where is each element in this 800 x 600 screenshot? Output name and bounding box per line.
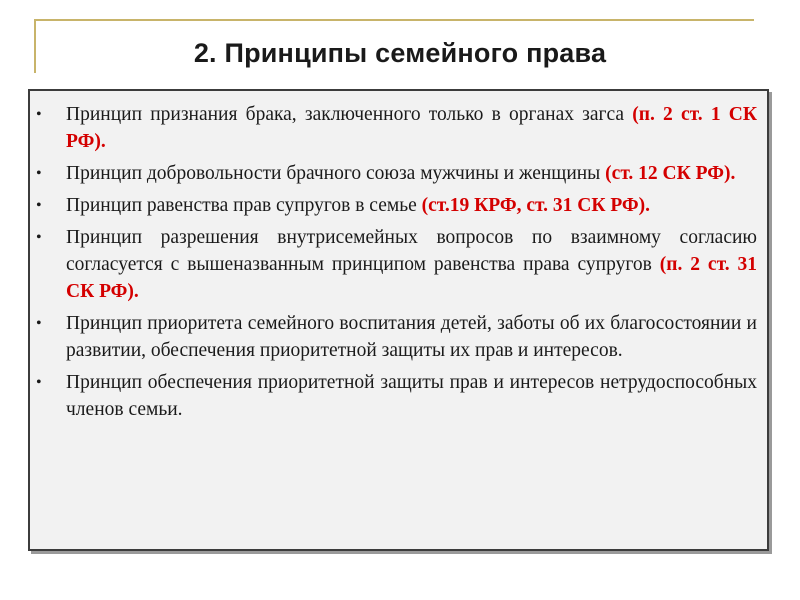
- list-item: [30, 311, 757, 364]
- bullet-icon: •: [36, 106, 42, 123]
- list-item: [30, 370, 757, 423]
- bullet-icon: •: [36, 164, 42, 182]
- list-item: [30, 102, 757, 155]
- bullet-icon: •: [36, 197, 42, 215]
- item-text: Принцип добровольности брачного союза мужчины и женщины: [66, 162, 606, 184]
- list-item: [30, 225, 757, 305]
- item-reference: (п. 2 ст. 1 СК РФ).: [66, 104, 757, 152]
- item-text: Принцип приоритета семейного воспитания детей, заботы об их благосостоянии и развитии, обеспечения приоритетной защиты их прав и интересов.: [66, 312, 757, 361]
- bullet-icon: •: [36, 314, 42, 332]
- content-box: [28, 89, 769, 551]
- bullet-icon: •: [36, 373, 42, 391]
- top-decorative-line: [34, 19, 754, 21]
- item-reference: (ст. 12 СК РФ).: [605, 162, 736, 184]
- slide-title: 2. Принципы семейного права: [193, 38, 607, 68]
- item-reference: (ст.19 КРФ, ст. 31 СК РФ).: [421, 195, 651, 217]
- list-item: [30, 161, 757, 188]
- list-item: [30, 193, 757, 220]
- item-text: Принцип обеспечения приоритетной защиты прав и интересов нетрудоспособных членов семьи.: [66, 371, 757, 420]
- item-text: Принцип равенства прав супругов в семье: [66, 195, 422, 217]
- item-text: Принцип признания брака, заключенного только в органах загса: [66, 104, 633, 125]
- bullet-icon: •: [36, 229, 42, 247]
- item-text: Принцип разрешения внутрисемейных вопросов по взаимному согласию согласуется с вышеназванным принципом равенства права супругов: [66, 227, 757, 276]
- item-reference: (п. 2 ст. 31 СК РФ).: [66, 254, 757, 302]
- principles-list: [30, 91, 767, 423]
